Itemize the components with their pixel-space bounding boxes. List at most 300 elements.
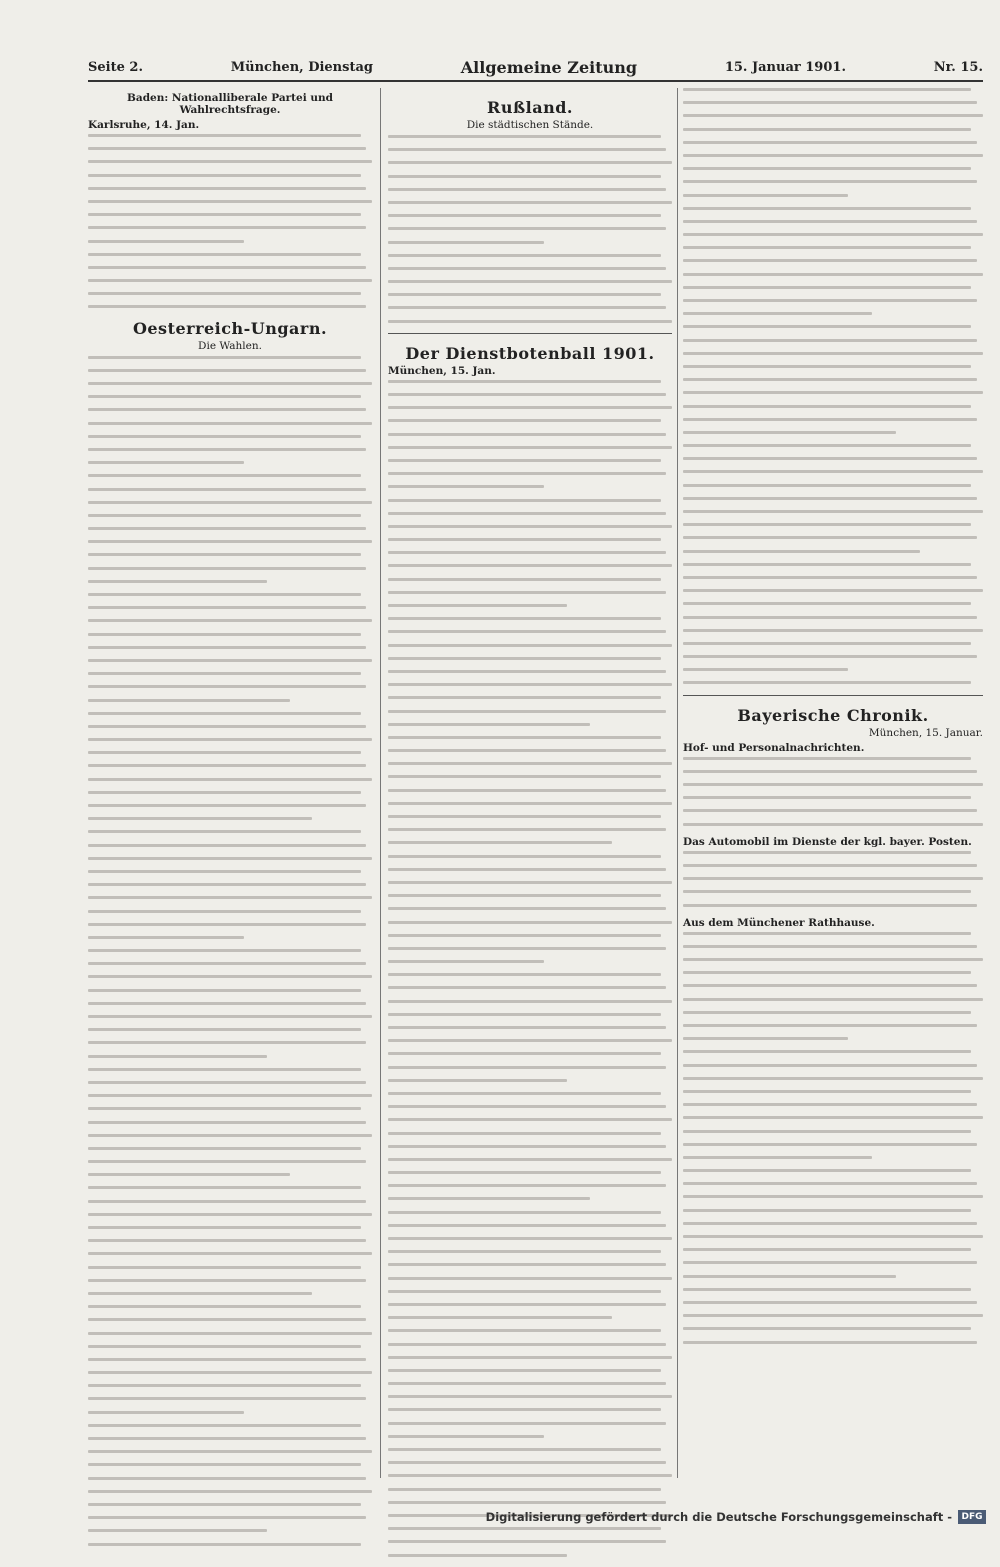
column-divider <box>677 88 678 1478</box>
page-number: Seite 2. <box>88 59 143 75</box>
text-line <box>388 1488 661 1491</box>
text-line <box>388 723 590 726</box>
text-line <box>88 1345 361 1348</box>
text-line <box>388 280 672 283</box>
text-line <box>683 668 848 671</box>
text-line <box>88 240 244 243</box>
text-line <box>683 365 971 368</box>
text-line <box>88 1134 372 1137</box>
text-line <box>388 1303 666 1306</box>
text-line <box>88 448 366 451</box>
article-body <box>388 380 672 1557</box>
text-line <box>683 523 971 526</box>
text-line <box>683 1288 971 1291</box>
text-line <box>388 894 661 897</box>
text-line <box>683 1156 872 1159</box>
text-line <box>683 286 971 289</box>
text-line <box>683 418 977 421</box>
text-line <box>683 851 971 854</box>
text-line <box>388 485 544 488</box>
text-line <box>683 391 983 394</box>
text-line <box>388 1554 567 1557</box>
text-line <box>683 1275 896 1278</box>
text-line <box>388 683 672 686</box>
text-line <box>388 1066 666 1069</box>
text-line <box>88 1094 372 1097</box>
text-line <box>683 958 983 961</box>
text-line <box>388 644 672 647</box>
text-line <box>88 672 361 675</box>
footer-text: Digitalisierung gefördert durch die Deutsche Forschungsgemeinschaft - <box>485 1510 952 1524</box>
text-line <box>388 973 661 976</box>
text-line <box>683 576 977 579</box>
text-line <box>88 435 361 438</box>
text-line <box>388 161 672 164</box>
text-line <box>88 619 372 622</box>
text-line <box>683 154 983 157</box>
text-line <box>88 1121 366 1124</box>
text-line <box>88 501 372 504</box>
text-line <box>388 201 672 204</box>
text-line <box>88 738 372 741</box>
text-line <box>683 563 971 566</box>
subhead <box>683 742 983 755</box>
text-line <box>88 1437 366 1440</box>
text-line <box>683 128 971 131</box>
text-line <box>683 233 983 236</box>
article-title: Der Dienstbotenball 1901. <box>405 343 655 363</box>
text-line <box>683 642 971 645</box>
article-body <box>683 88 983 684</box>
text-line <box>88 580 267 583</box>
text-line <box>683 877 983 880</box>
text-line <box>88 356 361 359</box>
text-line <box>388 1277 672 1280</box>
dfg-logo: DFG <box>958 1510 986 1524</box>
text-line <box>388 148 666 151</box>
text-line <box>388 320 672 323</box>
text-line <box>388 986 666 989</box>
text-line <box>683 1169 971 1172</box>
text-line <box>388 1408 661 1411</box>
text-line <box>683 1327 971 1330</box>
text-line <box>683 1261 977 1264</box>
text-line <box>388 947 666 950</box>
text-line <box>388 419 661 422</box>
text-line <box>683 536 977 539</box>
text-line <box>388 472 666 475</box>
text-line <box>388 960 544 963</box>
text-line <box>683 88 971 91</box>
text-line <box>88 910 361 913</box>
text-line <box>388 525 672 528</box>
text-line <box>88 1239 366 1242</box>
text-line <box>88 514 361 517</box>
text-line <box>388 1422 666 1425</box>
text-line <box>88 804 366 807</box>
text-line <box>88 213 361 216</box>
divider <box>683 695 983 696</box>
text-line <box>88 1529 267 1532</box>
text-line <box>88 1160 366 1163</box>
text-line <box>388 1343 666 1346</box>
text-line <box>683 589 983 592</box>
text-line <box>388 254 661 257</box>
text-line <box>388 393 666 396</box>
text-line <box>88 883 366 886</box>
text-line <box>88 1002 366 1005</box>
subhead-text: Hof- und Personalnachrichten. <box>683 741 865 754</box>
text-line <box>388 306 666 309</box>
text-line <box>388 934 661 937</box>
text-line <box>388 564 672 567</box>
text-line <box>88 382 372 385</box>
text-line <box>388 1316 612 1319</box>
dateline: München, 15. Januar. <box>868 726 983 739</box>
text-line <box>388 749 666 752</box>
article-body <box>683 932 983 1344</box>
text-line <box>388 1356 672 1359</box>
text-line <box>683 444 971 447</box>
text-line <box>88 134 361 137</box>
text-line <box>683 194 848 197</box>
text-line <box>388 1026 666 1029</box>
text-line <box>683 864 977 867</box>
text-line <box>388 1461 666 1464</box>
text-line <box>388 1237 672 1240</box>
text-line <box>388 630 666 633</box>
text-line <box>88 1266 361 1269</box>
text-line <box>388 710 666 713</box>
footer <box>0 1506 1000 1528</box>
text-line <box>388 1501 666 1504</box>
text-line <box>88 1279 366 1282</box>
text-line <box>683 1143 977 1146</box>
text-line <box>88 778 372 781</box>
text-line <box>388 135 661 138</box>
text-line <box>683 757 971 760</box>
text-line <box>683 325 971 328</box>
text-line <box>683 616 977 619</box>
text-line <box>683 1116 983 1119</box>
text-line <box>388 591 666 594</box>
text-line <box>388 406 672 409</box>
text-line <box>683 1314 983 1317</box>
text-line <box>88 659 372 662</box>
text-line <box>88 751 361 754</box>
text-line <box>683 655 977 658</box>
text-line <box>683 550 920 553</box>
text-line <box>88 989 361 992</box>
text-line <box>388 670 666 673</box>
text-line <box>683 114 983 117</box>
text-line <box>683 904 977 907</box>
top-note: Baden: Nationalliberale Partei und Wahlrechtsfrage. <box>127 92 333 116</box>
text-line <box>88 1397 366 1400</box>
text-line <box>88 527 366 530</box>
text-line <box>683 457 977 460</box>
text-line <box>88 1332 372 1335</box>
text-line <box>88 1384 361 1387</box>
text-line <box>88 936 244 939</box>
text-line <box>388 1435 544 1438</box>
article-body <box>388 135 672 323</box>
text-line <box>683 809 977 812</box>
text-line <box>683 1235 983 1238</box>
text-line <box>88 174 361 177</box>
dateline <box>388 365 672 378</box>
text-line <box>683 602 971 605</box>
text-line <box>683 629 983 632</box>
text-line <box>88 253 361 256</box>
text-line <box>388 789 666 792</box>
text-line <box>88 857 372 860</box>
text-line <box>388 1079 567 1082</box>
text-line <box>88 1411 244 1414</box>
text-line <box>388 855 661 858</box>
text-line <box>88 1543 361 1546</box>
text-line <box>683 378 977 381</box>
text-line <box>683 431 896 434</box>
masthead <box>88 54 983 82</box>
text-line <box>388 578 661 581</box>
text-line <box>388 446 672 449</box>
text-line <box>388 175 661 178</box>
text-line <box>683 1182 977 1185</box>
text-line <box>88 712 361 715</box>
text-line <box>88 1068 361 1071</box>
text-line <box>388 802 672 805</box>
text-line <box>388 267 666 270</box>
text-line <box>88 1292 312 1295</box>
text-line <box>88 646 366 649</box>
text-line <box>88 633 361 636</box>
text-line <box>388 921 672 924</box>
text-line <box>683 180 977 183</box>
text-line <box>88 567 366 570</box>
text-line <box>388 1329 661 1332</box>
text-line <box>683 681 971 684</box>
text-line <box>388 459 661 462</box>
text-line <box>88 1055 267 1058</box>
text-line <box>88 1358 366 1361</box>
text-line <box>388 293 661 296</box>
text-line <box>388 1000 672 1003</box>
text-line <box>88 187 366 190</box>
text-line <box>388 762 672 765</box>
text-line <box>388 1224 666 1227</box>
text-line <box>683 1222 977 1225</box>
text-line <box>88 474 361 477</box>
text-line <box>88 1305 361 1308</box>
text-line <box>88 1463 361 1466</box>
section-subtitle: Die Wahlen. <box>198 339 262 352</box>
column-2 <box>388 88 672 1567</box>
text-line <box>683 220 977 223</box>
text-line <box>388 1092 661 1095</box>
text-line <box>88 461 244 464</box>
text-line <box>388 1540 666 1543</box>
text-line <box>388 1013 661 1016</box>
text-line <box>88 896 372 899</box>
text-line <box>388 881 672 884</box>
text-line <box>388 1211 661 1214</box>
section-title: Rußland. <box>487 98 573 117</box>
text-line <box>388 775 661 778</box>
text-line <box>388 1382 666 1385</box>
text-line <box>683 497 977 500</box>
text-line <box>683 101 977 104</box>
text-line <box>388 188 666 191</box>
text-line <box>88 1213 372 1216</box>
text-line <box>683 1011 971 1014</box>
edition-line: München, Dienstag <box>230 59 373 75</box>
text-line <box>683 1341 977 1344</box>
text-line <box>88 606 366 609</box>
text-line <box>388 1263 666 1266</box>
text-line <box>683 823 983 826</box>
text-line <box>388 1197 590 1200</box>
subhead-text: Das Automobil im Dienste der kgl. bayer. Posten. <box>683 835 972 848</box>
article-body <box>88 134 372 308</box>
text-line <box>88 1173 290 1176</box>
text-line <box>88 553 361 556</box>
text-line <box>88 1252 372 1255</box>
text-line <box>88 593 361 596</box>
text-line <box>88 1081 366 1084</box>
paper-title: Allgemeine Zeitung <box>460 57 638 77</box>
text-line <box>88 844 366 847</box>
text-line <box>683 1248 971 1251</box>
text-line <box>388 617 661 620</box>
dateline-text: Karlsruhe, 14. Jan. <box>88 119 200 131</box>
text-line <box>683 971 971 974</box>
text-line <box>683 984 977 987</box>
text-line <box>88 923 366 926</box>
text-line <box>88 1371 372 1374</box>
text-line <box>683 1064 977 1067</box>
text-line <box>88 1477 366 1480</box>
text-line <box>88 685 366 688</box>
text-line <box>683 510 983 513</box>
text-line <box>88 725 366 728</box>
text-line <box>388 1118 672 1121</box>
article-body <box>683 851 983 907</box>
text-line <box>88 975 372 978</box>
article-body <box>88 356 372 1546</box>
text-line <box>683 299 977 302</box>
text-line <box>388 828 666 831</box>
text-line <box>683 352 983 355</box>
text-line <box>683 945 977 948</box>
text-line <box>388 1105 666 1108</box>
column-1 <box>88 88 372 1556</box>
text-line <box>88 266 366 269</box>
text-line <box>88 699 290 702</box>
text-line <box>88 200 372 203</box>
text-line <box>388 815 661 818</box>
text-line <box>388 1145 666 1148</box>
text-line <box>388 538 661 541</box>
divider <box>388 333 672 334</box>
section-title: Bayerische Chronik. <box>737 705 929 725</box>
dateline-text: München, 15. Jan. <box>388 364 496 377</box>
subhead-text: Aus dem Münchener Rathhause. <box>683 916 875 929</box>
text-line <box>683 890 971 893</box>
text-line <box>683 470 983 473</box>
text-line <box>388 551 666 554</box>
text-line <box>88 1226 361 1229</box>
text-line <box>683 167 971 170</box>
text-line <box>88 870 361 873</box>
column-divider <box>380 88 381 1478</box>
text-line <box>683 207 971 210</box>
section-title: Oesterreich-Ungarn. <box>132 318 328 338</box>
text-line <box>683 141 977 144</box>
text-line <box>388 214 661 217</box>
text-line <box>88 305 366 308</box>
text-line <box>88 422 372 425</box>
text-line <box>388 1171 661 1174</box>
text-line <box>88 949 361 952</box>
text-line <box>683 405 971 408</box>
text-line <box>683 932 971 935</box>
text-line <box>683 312 872 315</box>
text-line <box>683 339 977 342</box>
text-line <box>388 499 661 502</box>
text-line <box>88 962 366 965</box>
issue-date: 15. Januar 1901. <box>724 59 846 75</box>
text-line <box>388 1158 672 1161</box>
text-line <box>88 1424 361 1427</box>
issue-number: Nr. 15. <box>933 59 983 75</box>
column-3 <box>683 88 983 1354</box>
text-line <box>388 1474 672 1477</box>
text-line <box>88 1490 372 1493</box>
text-line <box>683 1130 971 1133</box>
text-line <box>88 1028 361 1031</box>
text-line <box>388 907 666 910</box>
text-line <box>88 1450 372 1453</box>
text-line <box>683 1195 983 1198</box>
text-line <box>683 1103 977 1106</box>
text-line <box>88 488 366 491</box>
text-line <box>388 868 666 871</box>
text-line <box>683 1077 983 1080</box>
text-line <box>388 1369 661 1372</box>
text-line <box>388 1052 661 1055</box>
text-line <box>683 484 971 487</box>
text-line <box>388 841 612 844</box>
subhead <box>683 836 983 849</box>
text-line <box>88 1147 361 1150</box>
text-line <box>683 998 983 1001</box>
text-line <box>683 1024 977 1027</box>
text-line <box>88 160 372 163</box>
text-line <box>683 1209 971 1212</box>
text-line <box>683 1050 971 1053</box>
text-line <box>388 433 666 436</box>
text-line <box>388 1039 672 1042</box>
text-line <box>88 540 372 543</box>
text-line <box>88 1041 366 1044</box>
text-line <box>683 1037 848 1040</box>
text-line <box>683 783 983 786</box>
text-line <box>388 1250 661 1253</box>
text-line <box>388 604 567 607</box>
subhead <box>683 917 983 930</box>
text-line <box>388 1290 661 1293</box>
